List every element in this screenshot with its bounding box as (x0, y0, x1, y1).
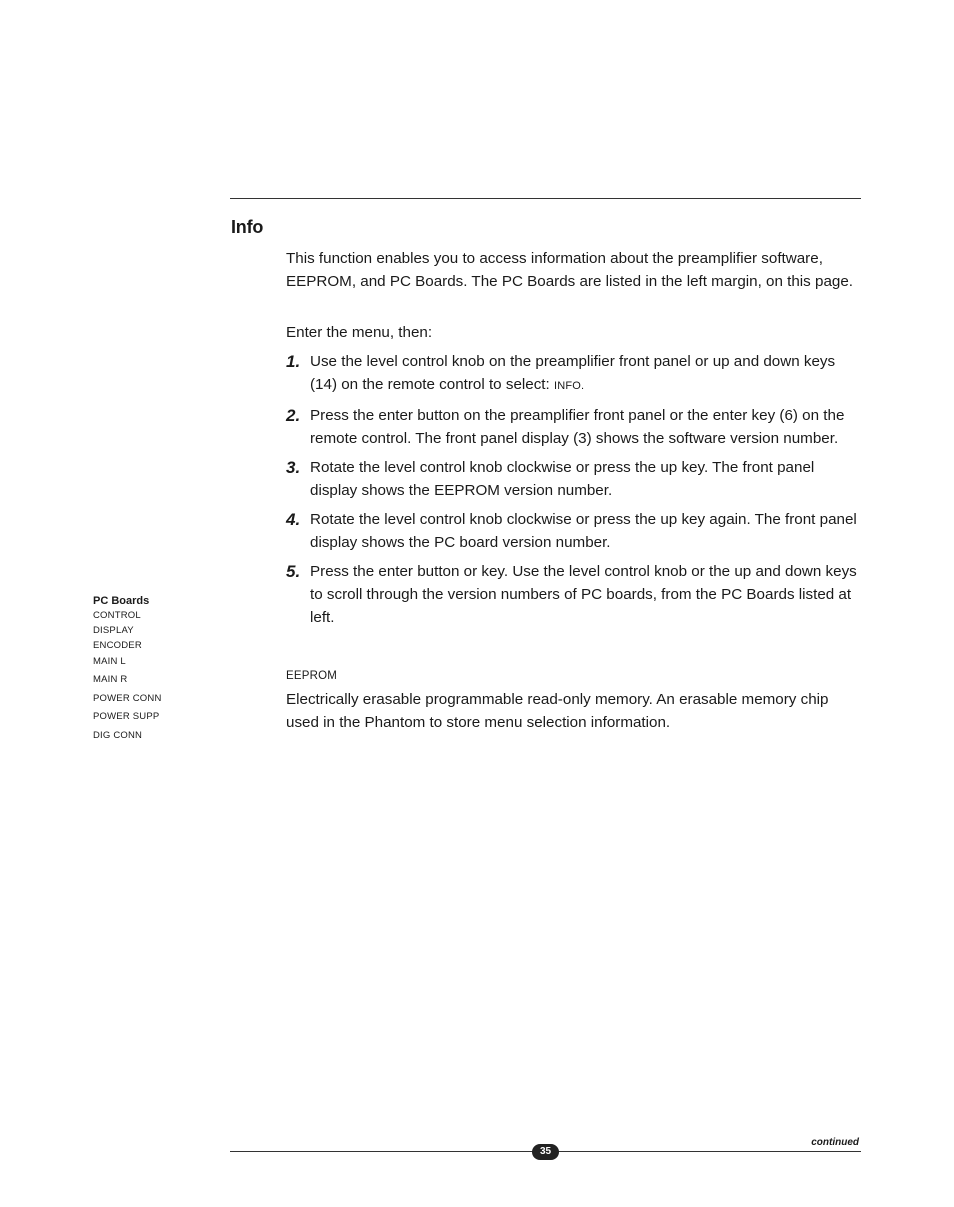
step-text: Use the level control knob on the preamplifier front panel or up and down keys (14) on the remote control to select: (310, 353, 836, 393)
step-number: 1. (286, 352, 301, 371)
pc-board-item: CONTROL (93, 610, 141, 621)
steps-list (286, 350, 861, 635)
step-item (286, 350, 861, 398)
intro-paragraph: This function enables you to access information about the preamplifier software, EEPROM, and PC Boards. The PC Boards are listed in the left margin, on this page. (286, 250, 854, 290)
pc-board-item: MAIN R (93, 674, 128, 685)
step-number: 4. (286, 510, 301, 529)
pc-board-item: POWER CONN (93, 693, 162, 704)
section-title: Info (231, 217, 264, 237)
step-item (286, 560, 861, 629)
pc-board-item: DIG CONN (93, 730, 143, 741)
top-divider (230, 198, 861, 199)
pc-boards-list (93, 610, 213, 742)
pc-board-item: POWER SUPP (93, 711, 160, 722)
pc-board-item: DISPLAY (93, 625, 134, 636)
step-text: Rotate the level control knob clockwise or press the up key. The front panel display shows the EEPROM version number. (310, 459, 815, 499)
glossary-definition: Electrically erasable programmable read-only memory. An erasable memory chip used in the Phantom to store menu selection information. (286, 691, 829, 731)
page-number: 35 (532, 1144, 559, 1160)
sidebar-title: PC Boards (93, 595, 150, 607)
pc-board-item: ENCODER (93, 640, 142, 651)
step-number: 2. (286, 406, 301, 425)
step-text: Rotate the level control knob clockwise or press the up key again. The front panel display shows the PC board version number. (310, 511, 857, 551)
step-menu-option: INFO. (553, 380, 585, 392)
enter-menu-text: Enter the menu, then: (286, 324, 433, 341)
continued-label: continued (811, 1137, 859, 1148)
step-item (286, 508, 861, 554)
step-text: Press the enter button on the preamplifier front panel or the enter key (6) on the remote control. The front panel display (3) shows the software version number. (310, 407, 845, 447)
step-text: Press the enter button or key. Use the level control knob or the up and down keys to scroll through the version numbers of PC boards, from the PC Boards listed at left. (310, 563, 857, 626)
pc-boards-sidebar (93, 594, 213, 742)
step-number: 5. (286, 562, 301, 581)
step-number: 3. (286, 458, 301, 477)
step-item (286, 404, 861, 450)
glossary-term: EEPROM (286, 670, 338, 682)
step-item (286, 456, 861, 502)
pc-board-item: MAIN L (93, 656, 126, 667)
